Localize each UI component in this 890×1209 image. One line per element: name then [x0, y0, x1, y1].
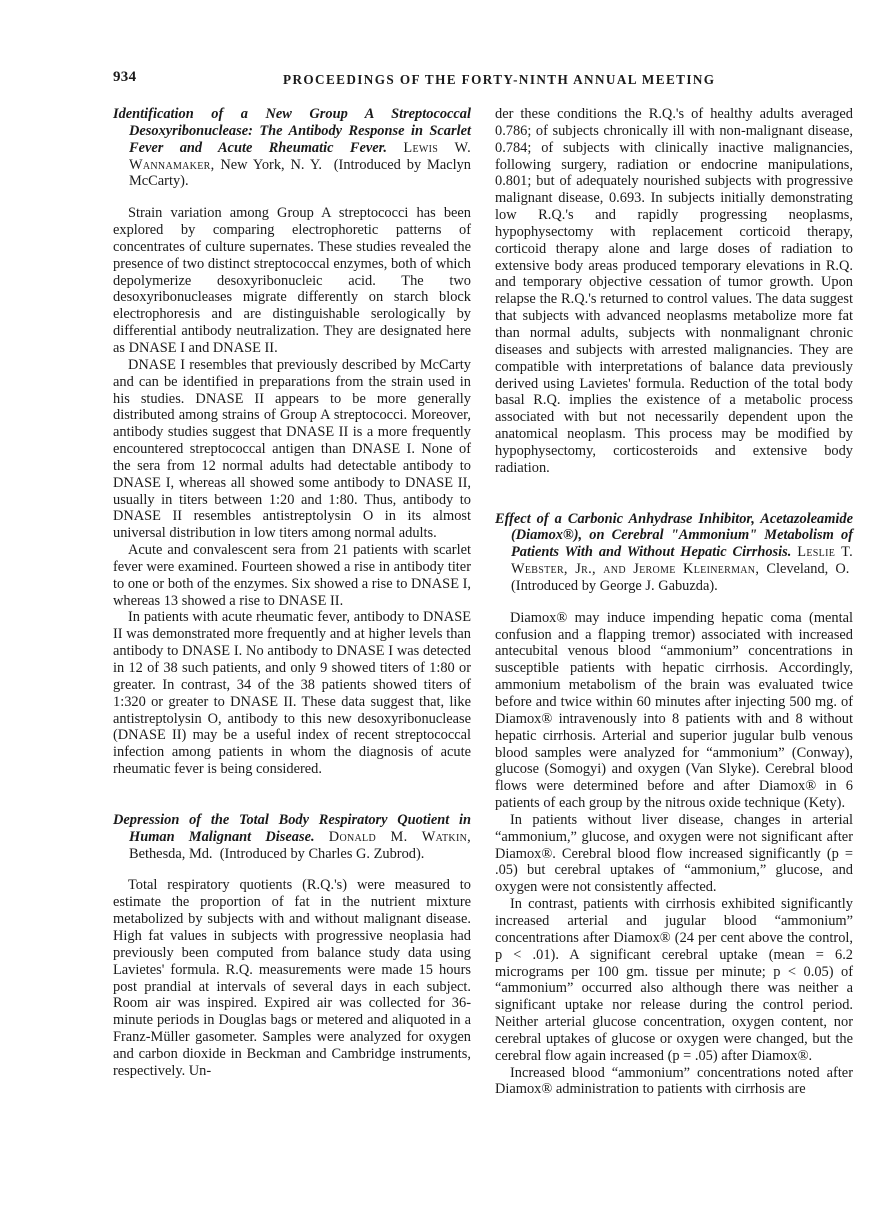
left-column — [113, 106, 471, 1080]
article-title: Effect of a Carbonic Anhydrase Inhibitor, Acetazoleamide (Diamox®), on Cerebral "Ammonium" Metabolism of Patients With and Without Hepatic Cirrhosis. — [495, 510, 853, 561]
article-authors: Lewis W. Wannamaker, — [129, 139, 471, 173]
article-heading — [495, 511, 853, 595]
article-affiliation: Bethesda, Md. — [129, 845, 213, 862]
article-introduced-by: (Introduced by Charles G. Zubrod). — [219, 845, 425, 862]
page-number: 934 — [113, 69, 137, 85]
right-column — [495, 106, 853, 1098]
article-paragraph: Total respiratory quotients (R.Q.'s) were measured to estimate the proportion of fat in the nutrient mixture metabolized by subjects with and without malignant disease. High fat values in subjects with progressive neoplasia had previously been computed from balance study data using Lavietes' formula. R.Q. measurements were made 15 hours post prandial at intervals of several days in each subject. Room air was inspired. Expired air was collected for 36-minute periods in Douglas bags or metered and aliquoted in a Franz-Müller gasometer. Samples were analyzed for oxygen and carbon dioxide in Beckman and Cambridge instruments, respectively. Un- — [113, 877, 471, 1079]
article-introduced-by: (Introduced by Maclyn McCarty). — [129, 156, 471, 190]
article-paragraph: Acute and convalescent sera from 21 patients with scarlet fever were examined. Fourteen showed a rise in antibody titer to one or both of the enzymes. Six showed a rise to DNASE I, whereas 13 showed a rise to DNASE II. — [113, 542, 471, 609]
article-paragraph: Increased blood “ammonium” concentrations noted after Diamox® administration to patients with cirrhosis are — [495, 1064, 853, 1098]
article-affiliation: Cleveland, O. — [766, 561, 850, 578]
article-paragraph: DNASE I resembles that previously described by McCarty and can be identified in preparations from the strain used in his studies. DNASE II appears to be more generally distributed among strains of Group A streptococci. Moreover, antibody studies suggest that DNASE II is a more frequently encountered streptococcal antigen than DNASE I. None of the sera from 12 normal adults had detectable antibody to DNASE I, whereas all showed some antibody to DNASE II, usually in titers between 1:20 and 1:80. Thus, antibody to DNASE II resembles antistreptolysin O in its almost universal distribution in low titers among normal adults. — [113, 356, 471, 542]
article-paragraph: In patients with acute rheumatic fever, antibody to DNASE II was demonstrated more frequently and at higher levels than antibody to DNASE I. No antibody to DNASE I was detected in 12 of 38 such patients, and only 9 showed titers of 1:80 or greater. In contrast, 34 of the 38 patients showed titers of 1:320 or greater to DNASE II. These data suggest that, like antistreptolysin O, antibody to this new desoxyribonuclease (DNASE II) may be a useful index of recent streptococcal infection among patients in whom the diagnosis of acute rheumatic fever is being considered. — [113, 609, 471, 778]
article-paragraph: Diamox® may induce impending hepatic coma (mental confusion and a flapping tremor) associated with increased antecubital venous blood “ammonium” concentrations in susceptible patients with hepatic cirrhosis. Accordingly, ammonium metabolism of the brain was evaluated twice before and twice within 60 minutes after injecting 500 mg. of Diamox® intravenously into 8 patients with and 8 without hepatic cirrhosis. Arterial and superior jugular bulb venous blood samples were analyzed for “ammonium” (Conway), glucose (Somogyi) and oxygen (Van Slyke). Cerebral blood flows were determined before and after Diamox® in 6 patients of each group by the nitrous oxide technique (Kety). — [495, 609, 853, 812]
article-authors: Leslie T. Webster, Jr., and Jerome Kleinerman, — [511, 544, 853, 578]
article-affiliation: New York, N. Y. — [220, 156, 322, 173]
article-paragraph: In contrast, patients with cirrhosis exhibited significantly increased arterial and jugular blood “ammonium” concentrations after Diamox® (24 per cent above the control, p < .01). A significant cerebral uptake (mean = 6.2 micrograms per 100 gm. tissue per minute; p < 0.05) of “ammonium” occurred also although there was neither a significant uptake nor release during the control period. Neither arterial glucose concentration, oxygen content, nor cerebral uptakes of glucose or oxygen were changed, but the cerebral flow again increased (p = .05) after Diamox®. — [495, 896, 853, 1064]
article-heading — [113, 812, 471, 863]
article-title: Depression of the Total Body Respiratory Quotient in Human Malignant Disease. — [113, 811, 471, 845]
article-heading — [113, 106, 471, 190]
article-title: Identification of a New Group A Streptococcal Desoxyribonuclease: The Antibody Response in Scarlet Fever and Acute Rheumatic Fever. — [113, 106, 471, 156]
article-paragraph: In patients without liver disease, changes in arterial “ammonium,” glucose, and oxygen were not significant after Diamox®. Cerebral blood flow increased significantly (p = .05) but cerebral uptakes of “ammonium,” glucose, and oxygen were not consistently affected. — [495, 811, 853, 896]
article-introduced-by: (Introduced by George J. Gabuzda). — [511, 577, 718, 594]
article-authors: Donald M. Watkin, — [328, 828, 471, 845]
running-head: PROCEEDINGS OF THE FORTY-NINTH ANNUAL MEETING — [283, 72, 716, 87]
article-paragraph: Strain variation among Group A streptococci has been explored by comparing electrophoretic patterns of concentrates of culture supernates. These studies revealed the presence of two distinct streptococcal enzymes, both of which depolymerize desoxyribonucleic acid. The two desoxyribonucleases migrate differently on starch block electrophoresis and are distinguishable serologically by differential antibody neutralization. They are designated here as DNASE I and DNASE II. — [113, 205, 471, 356]
article-paragraph-continued: der these conditions the R.Q.'s of healthy adults averaged 0.786; of subjects chronically ill with non-malignant disease, 0.784; of subjects with clinically inactive malignancies, following surgery, radiation or endocrine manipulations, 0.801; but of adequately nourished subjects with progressive malignant disease, 0.693. In subjects initially demonstrating low R.Q.'s and rapidly progressing neoplasms, hypophysectomy with replacement corticoid therapy, corticoid therapy alone and large doses of radiation to extensive body areas produced temporary elevations in R.Q. and temporary objective cessation of tumor growth. Upon relapse the R.Q.'s returned to control values. The data suggest that subjects with advanced neoplasms metabolize more fat than normal adults, subjects with nonmalignant chronic diseases and subjects with arrested malignancies. They are compatible with interpretations of balance data previously derived using Lavietes' formula. Reduction of the total body basal R.Q. implies the existence of a metabolic process associated with but not necessarily dependent upon the anatomical neoplasm. This process may be modified by hypophysectomy, corticosteroids and extensive body radiation. — [495, 106, 853, 476]
